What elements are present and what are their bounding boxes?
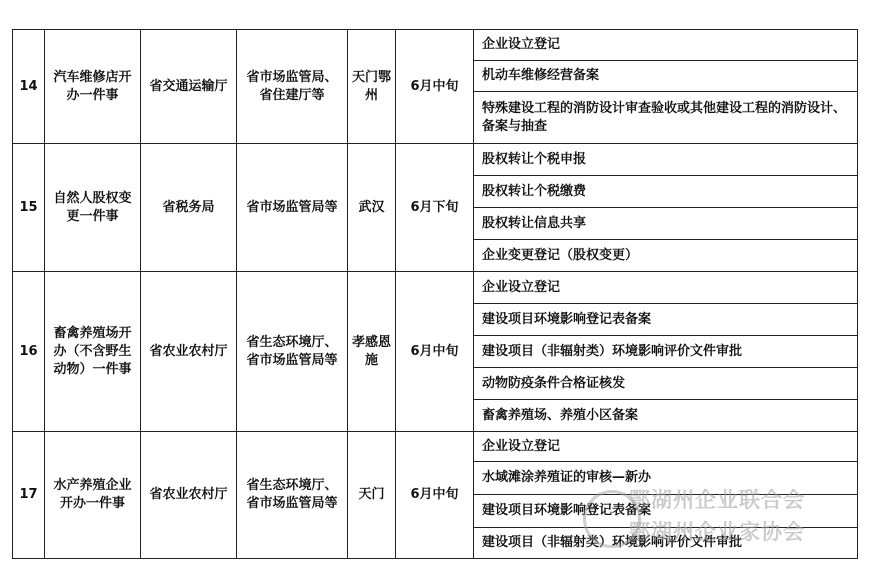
item-cell: 水域滩涂养殖证的审核—新办 bbox=[474, 462, 858, 495]
table-row bbox=[13, 272, 858, 304]
matter-name: 汽车维修店开办一件事 bbox=[45, 30, 141, 144]
lead-dept: 省农业农村厅 bbox=[141, 272, 237, 432]
item-cell: 建设项目（非辐射类）环境影响评价文件审批 bbox=[474, 528, 858, 559]
item-cell: 建设项目环境影响登记表备案 bbox=[474, 304, 858, 336]
pilot-city: 武汉 bbox=[348, 144, 396, 272]
table-row bbox=[13, 30, 858, 61]
pilot-city: 天门 bbox=[348, 432, 396, 559]
item-cell: 企业设立登记 bbox=[474, 30, 858, 61]
lead-dept: 省税务局 bbox=[141, 144, 237, 272]
coop-dept: 省生态环境厅、省市场监管局等 bbox=[237, 272, 348, 432]
item-cell: 机动车维修经营备案 bbox=[474, 61, 858, 92]
watermark-line1: 鄂湖州企业联合会 bbox=[629, 488, 805, 512]
lead-dept: 省交通运输厅 bbox=[141, 30, 237, 144]
coop-dept: 省市场监管局、省住建厅等 bbox=[237, 30, 348, 144]
table-row bbox=[13, 432, 858, 462]
item-cell: 企业设立登记 bbox=[474, 432, 858, 462]
watermark-line2: 鄂湖州企业家协会 bbox=[629, 520, 805, 544]
item-cell: 畜禽养殖场、养殖小区备案 bbox=[474, 400, 858, 432]
matter-name: 畜禽养殖场开办（不含野生动物）一件事 bbox=[45, 272, 141, 432]
matter-name: 自然人股权变更一件事 bbox=[45, 144, 141, 272]
pilot-city: 天门鄂州 bbox=[348, 30, 396, 144]
row-number: 15 bbox=[13, 144, 45, 272]
item-cell: 特殊建设工程的消防设计审查验收或其他建设工程的消防设计、备案与抽查 bbox=[474, 92, 858, 144]
pilot-city: 孝感恩施 bbox=[348, 272, 396, 432]
row-number: 17 bbox=[13, 432, 45, 559]
item-cell: 企业变更登记（股权变更） bbox=[474, 240, 858, 272]
item-cell: 企业设立登记 bbox=[474, 272, 858, 304]
table-row bbox=[13, 144, 858, 176]
launch-time: 6月下旬 bbox=[396, 144, 474, 272]
row-number: 14 bbox=[13, 30, 45, 144]
item-cell: 股权转让信息共享 bbox=[474, 208, 858, 240]
matter-name: 水产养殖企业开办一件事 bbox=[45, 432, 141, 559]
coop-dept: 省市场监管局等 bbox=[237, 144, 348, 272]
launch-time: 6月中旬 bbox=[396, 432, 474, 559]
item-cell: 股权转让个税缴费 bbox=[474, 176, 858, 208]
lead-dept: 省农业农村厅 bbox=[141, 432, 237, 559]
item-cell: 股权转让个税申报 bbox=[474, 144, 858, 176]
item-cell: 建设项目（非辐射类）环境影响评价文件审批 bbox=[474, 336, 858, 368]
row-number: 16 bbox=[13, 272, 45, 432]
coop-dept: 省生态环境厅、省市场监管局等 bbox=[237, 432, 348, 559]
launch-time: 6月中旬 bbox=[396, 272, 474, 432]
item-cell: 建设项目环境影响登记表备案 bbox=[474, 495, 858, 528]
service-table bbox=[12, 29, 858, 559]
launch-time: 6月中旬 bbox=[396, 30, 474, 144]
item-cell: 动物防疫条件合格证核发 bbox=[474, 368, 858, 400]
